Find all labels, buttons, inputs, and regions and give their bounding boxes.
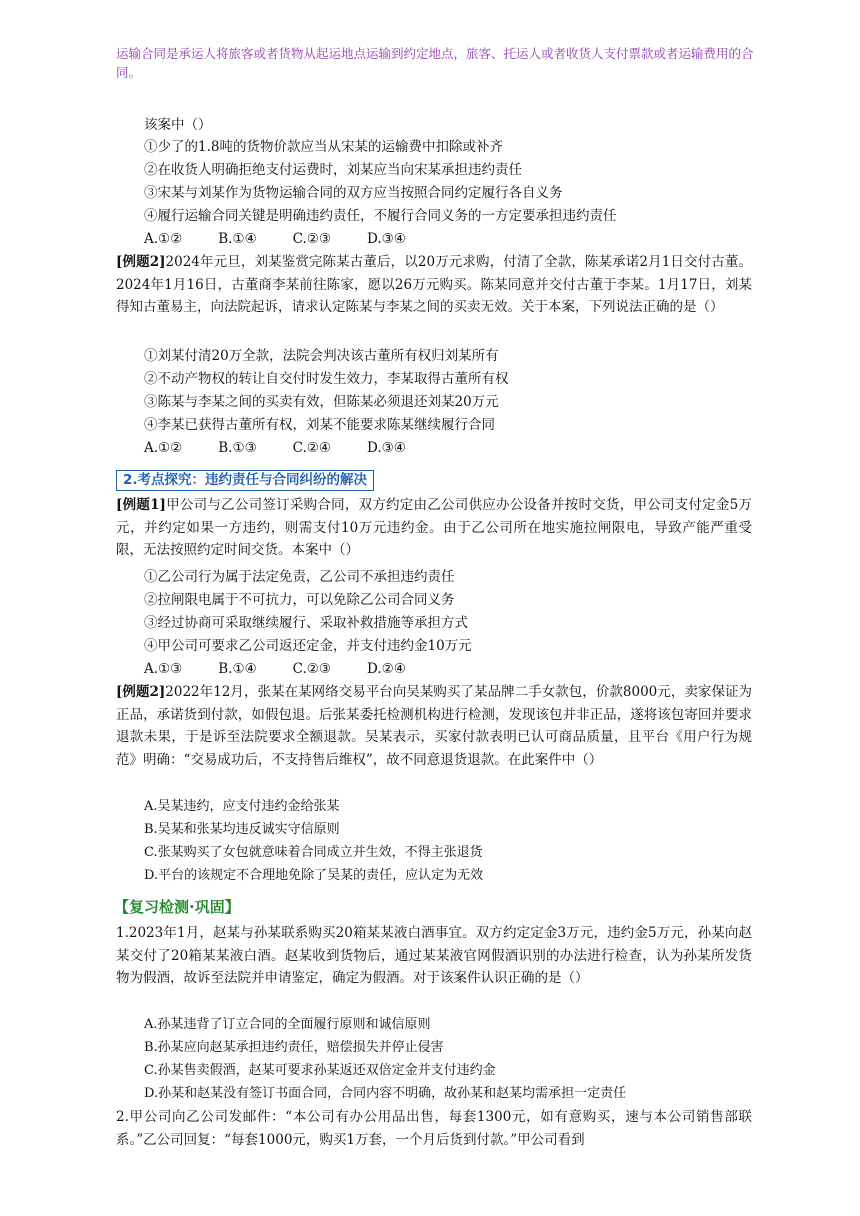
example-tag: [例题2]	[116, 254, 166, 270]
choice: A.①②	[144, 231, 183, 247]
choice: C.②④	[292, 440, 332, 456]
choice: D.③④	[367, 231, 406, 247]
question-paragraph: 2.甲公司向乙公司发邮件：“本公司有办公用品出售，每套1300元，如有意购买，速与本公司销售部联系。”乙公司回复：“每套1000元，购买1万套，一个月后货到付款。”甲公司看到	[116, 1109, 752, 1148]
section-heading: 2.考点探究：违约责任与合同纠纷的解决	[116, 470, 374, 491]
option-item: ③宋某与刘某作为货物运输合同的双方应当按照合同约定履行各自义务	[144, 185, 563, 201]
choice: D.③④	[367, 440, 406, 456]
answer-choices	[144, 658, 442, 681]
choice: C.②③	[292, 661, 332, 677]
question-stem: 该案中（）	[144, 117, 212, 133]
option-item: ①刘某付清20万全款，法院会判决该古董所有权归刘某所有	[144, 348, 499, 364]
choice: A.①③	[144, 661, 183, 677]
choice: A.①②	[144, 440, 183, 456]
option-item: D.平台的该规定不合理地免除了吴某的责任，应认定为无效	[144, 868, 484, 883]
review-heading-right: 巩固】	[194, 898, 240, 916]
option-item: ②在收货人明确拒绝支付运费时，刘某应当向宋某承担违约责任	[144, 162, 522, 178]
option-item: ①少了的1.8吨的货物价款应当从宋某的运输费中扣除或补齐	[144, 139, 503, 155]
example-paragraph	[116, 251, 752, 319]
answer-choices	[144, 228, 442, 251]
example-paragraph	[116, 494, 752, 562]
choice: C.②③	[292, 231, 332, 247]
question-paragraph: 1.2023年1月，赵某与孙某联系购买20箱某某液白酒事宜。双方约定定金3万元，违约金5万元，孙某向赵某交付了20箱某某液白酒。赵某收到货物后，通过某某液官网假酒识别的办法进行检查，认为孙某所发货物为假酒，故诉至法院并申请鉴定，确定为假酒。对于该案件认识正确的是（）	[116, 925, 752, 986]
option-item: D.孙某和赵某没有签订书面合同，合同内容不明确，故孙某和赵某均需承担一定责任	[144, 1086, 627, 1101]
answer-choices	[144, 437, 442, 460]
choice: B.①③	[218, 440, 257, 456]
option-item: ①乙公司行为属于法定免责，乙公司不承担违约责任	[144, 569, 455, 585]
option-item: ②拉闸限电属于不可抗力，可以免除乙公司合同义务	[144, 592, 455, 608]
example-tag: [例题2]	[116, 684, 166, 700]
option-item: B.孙某应向赵某承担违约责任，赔偿损失并停止侵害	[144, 1040, 444, 1055]
option-item: A.孙某违背了订立合同的全面履行原则和诚信原则	[144, 1017, 431, 1032]
option-item: B.吴某和张某均违反诚实守信原则	[144, 822, 340, 837]
option-item: C.孙某售卖假酒，赵某可要求孙某返还双倍定金并支付违约金	[144, 1063, 496, 1078]
example-text: 甲公司与乙公司签订采购合同，双方约定由乙公司供应办公设备并按时交货，甲公司支付定金5万元，并约定如果一方违约，则需支付10万元违约金。由于乙公司所在地实施拉闸限电，导致产能严重受限，无法按照约定时间交货。本案中（）	[116, 497, 752, 558]
option-item: ②不动产物权的转让自交付时发生效力，李某取得古董所有权	[144, 371, 509, 387]
review-heading-left: 【复习检测	[114, 898, 190, 916]
option-item: ③陈某与李某之间的买卖有效，但陈某必须退还刘某20万元	[144, 394, 499, 410]
review-heading-dot: ·	[189, 898, 195, 916]
example-paragraph	[116, 681, 752, 771]
option-item: ④履行运输合同关键是明确违约责任，不履行合同义务的一方定要承担违约责任	[144, 208, 617, 224]
option-item: ③经过协商可采取继续履行、采取补救措施等承担方式	[144, 615, 468, 631]
review-heading	[114, 897, 240, 917]
choice: B.①④	[218, 231, 257, 247]
choice: B.①④	[218, 661, 257, 677]
option-item: C.张某购买了女包就意味着合同成立并生效，不得主张退货	[144, 845, 483, 860]
choice: D.②④	[367, 661, 406, 677]
option-item: ④李某已获得古董所有权，刘某不能要求陈某继续履行合同	[144, 417, 495, 433]
option-item: A.吴某违约，应支付违约金给张某	[144, 799, 340, 814]
example-text: 2022年12月，张某在某网络交易平台向吴某购买了某品牌二手女款包，价款8000元，卖家保证为正品，承诺货到付款，如假包退。后张某委托检测机构进行检测，发现该包并非正品，遂将该包寄回并要求退款未果，于是诉至法院要求全额退款。吴某表示，买家付款表明已认可商品质量，且平台《用户行为规范》明确：“交易成功后，不支持售后维权”，故不同意退货退款。在此案件中（）	[116, 684, 753, 768]
example-text: 2024年元旦，刘某鉴赏完陈某古董后，以20万元求购，付清了全款，陈某承诺2月1日交付古董。2024年1月16日，古董商李某前往陈家，愿以26万元购买。陈某同意并交付古董于李某。1月17日，刘某得知古董易主，向法院起诉，请求认定陈某与李某之间的买卖无效。关于本案，下列说法正确的是（）	[116, 254, 753, 315]
example-tag: [例题1]	[116, 497, 166, 513]
intro-note: 运输合同是承运人将旅客或者货物从起运地点运输到约定地点，旅客、托运人或者收货人支付票款或者运输费用的合同。	[116, 46, 754, 80]
option-item: ④甲公司可要求乙公司返还定金，并支付违约金10万元	[144, 638, 472, 654]
